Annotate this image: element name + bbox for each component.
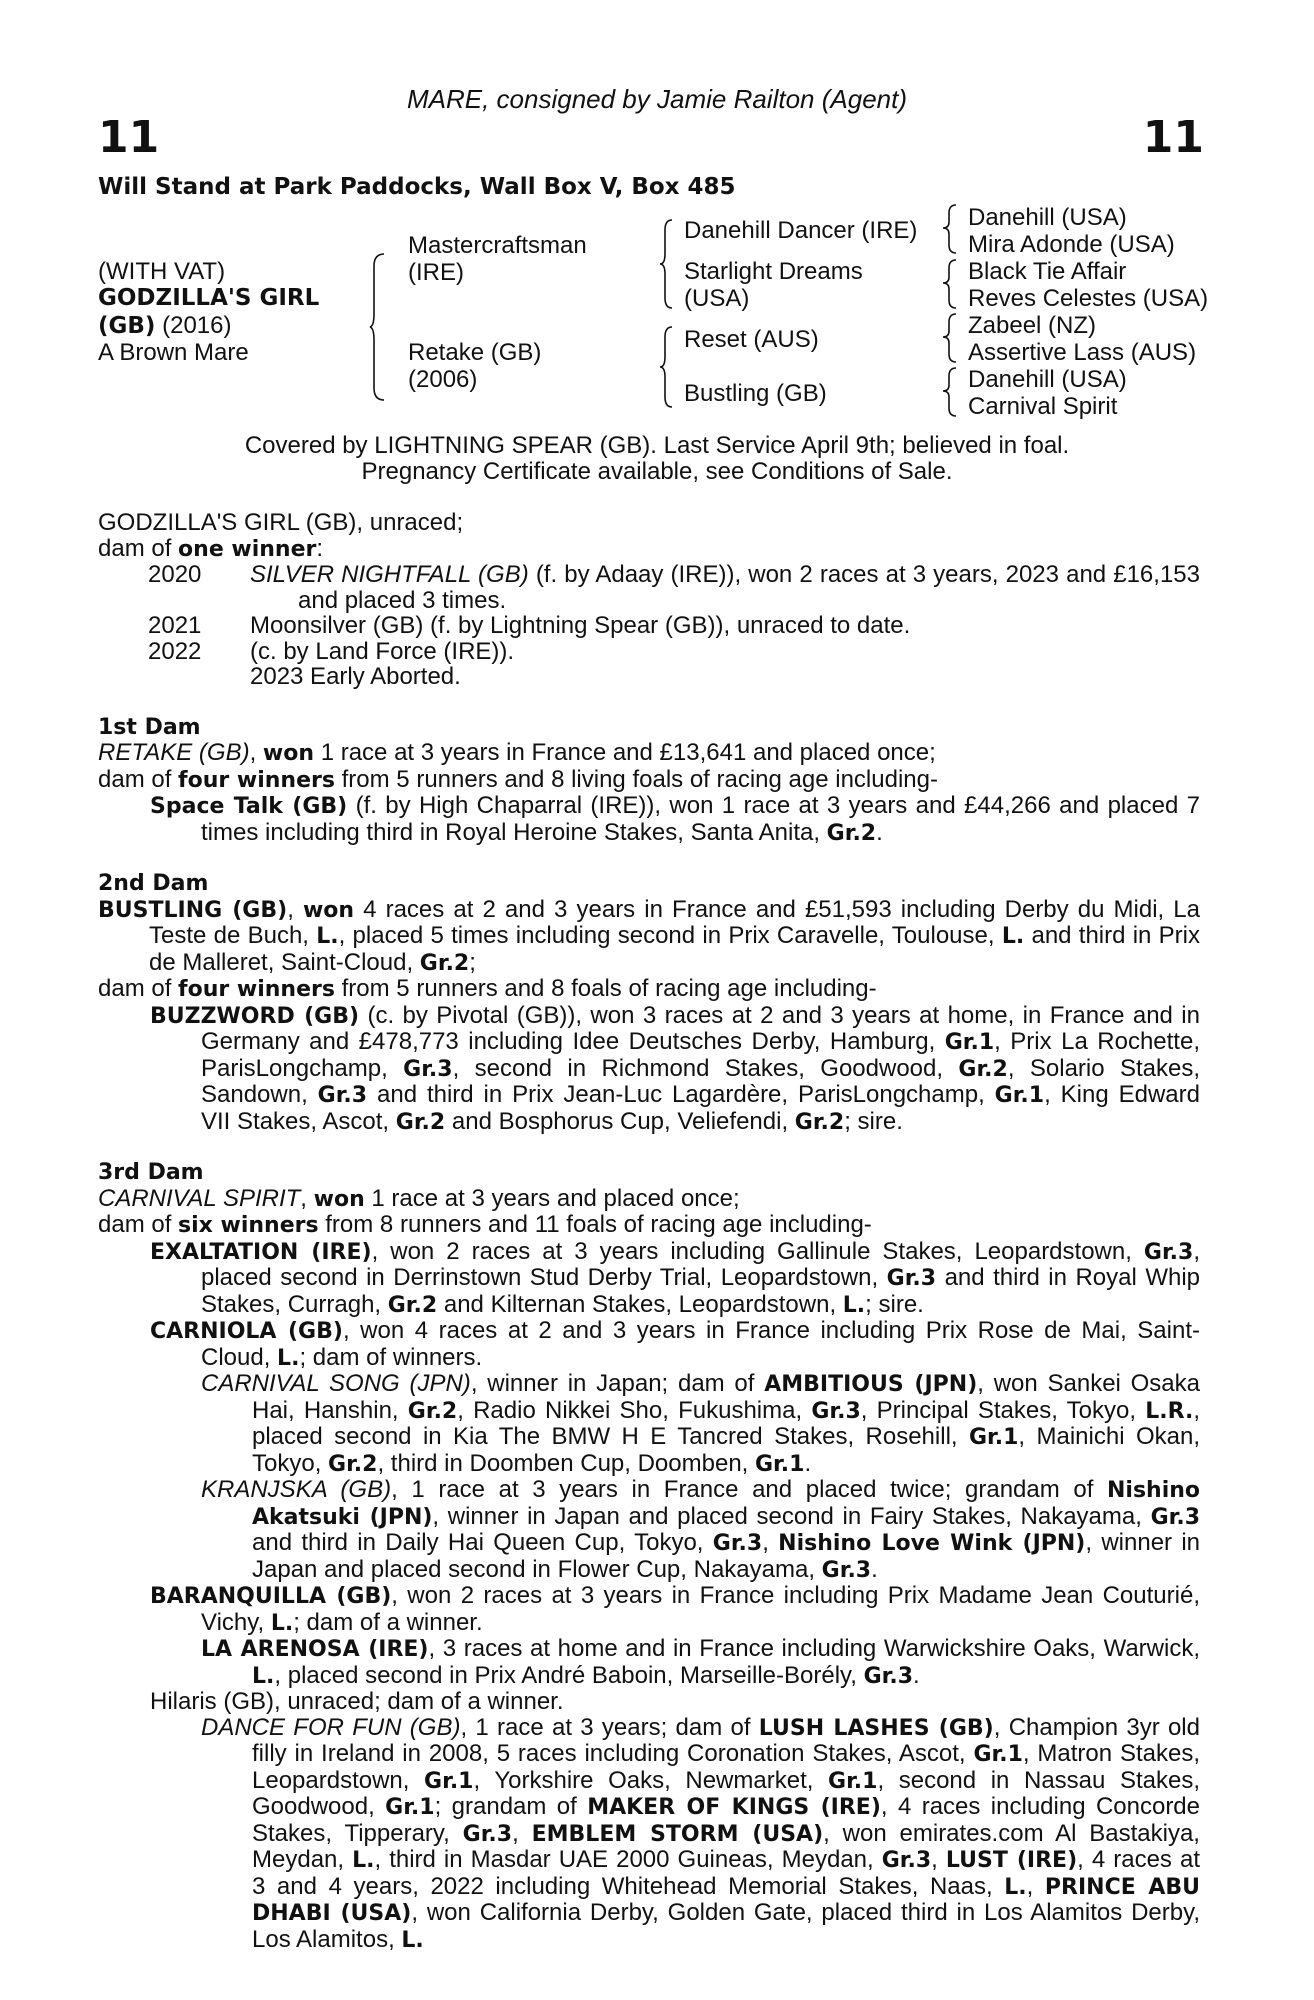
second-dam-produce: dam of four winners from 5 runners and 8 foals of racing age including- — [98, 975, 877, 1002]
g3-sire-dam-sire: Black Tie Affair — [968, 258, 1127, 285]
stand-location: Will Stand at Park Paddocks, Wall Box V, Box 485 — [98, 174, 736, 200]
lot-number-right: 11 — [1142, 112, 1204, 163]
dam-name: Retake (GB) — [408, 339, 542, 366]
first-dam-line: RETAKE (GB), won 1 race at 3 years in France and £13,641 and placed once; — [98, 739, 936, 766]
second-dam-heading: 2nd Dam — [98, 871, 209, 896]
pregnancy-line: Pregnancy Certificate available, see Conditions of Sale. — [361, 458, 953, 485]
progeny-hilaris: Hilaris (GB), unraced; dam of a winner. — [150, 1688, 564, 1715]
third-dam-produce: dam of six winners from 8 runners and 11 foals of racing age including- — [98, 1211, 872, 1238]
produce-intro: GODZILLA'S GIRL (GB), unraced; — [98, 509, 464, 536]
progeny-kranjska: KRANJSKA (GB), 1 race at 3 years in France and placed twice; grandam of Nishino Akatsuki (JPN), winner in Japan and placed second in Fairy Stakes, Nakayama, Gr.3 and third in Daily Hai Queen Cup, Tokyo, Gr.3, Nishino Love Wink (JPN), winner in Japan and placed second in Flower Cup, Nakayama, Gr.3. — [201, 1476, 1201, 1583]
horse-name-suffix: (GB) (2016) — [98, 312, 232, 339]
produce-row-2022: 2022 (c. by Land Force (IRE)). 2023 Early Aborted. — [98, 639, 1200, 690]
progeny-carnival-song: CARNIVAL SONG (JPN), winner in Japan; dam of AMBITIOUS (JPN), won Sankei Osaka Hai, Hanshin, Gr.2, Radio Nikkei Sho, Fukushima, Gr.3, Principal Stakes, Tokyo, L.R., placed second in Kia The BMW H E Tancred Stakes, Rosehill, Gr.1, Mainichi Okan, Tokyo, Gr.2, third in Doomben Cup, Doomben, Gr.1. — [201, 1370, 1200, 1477]
covering-line: Covered by LIGHTNING SPEAR (GB). Last Service April 9th; believed in foal. — [244, 432, 1070, 459]
sire-name: Mastercraftsman — [408, 232, 587, 259]
sire-sire: Danehill Dancer (IRE) — [684, 217, 918, 244]
main-bracket — [370, 252, 390, 402]
sire-dam-country: (USA) — [684, 285, 750, 312]
g3-dam-sire-dam: Assertive Lass (AUS) — [968, 339, 1197, 366]
g3-bracket-4 — [943, 366, 961, 420]
horse-description: A Brown Mare — [98, 339, 249, 366]
dam-dam: Bustling (GB) — [684, 380, 827, 407]
consignment-heading: MARE, consigned by Jamie Railton (Agent) — [406, 84, 907, 114]
dam-bracket — [660, 325, 678, 409]
produce-row-2020: 2020 SILVER NIGHTFALL (GB) (f. by Adaay (IRE)), won 2 races at 3 years, 2023 and £16,153 and placed 3 times. — [148, 561, 1200, 614]
first-dam-progeny: Space Talk (GB) (f. by High Chaparral (IRE)), won 1 race at 3 years and £44,266 and placed 7 times including third in Royal Heroine Stakes, Santa Anita, Gr.2. — [150, 792, 1200, 846]
produce-row-2021: 2021 Moonsilver (GB) (f. by Lightning Spear (GB)), unraced to date. — [148, 612, 911, 639]
first-dam-produce: dam of four winners from 5 runners and 8 living foals of racing age including- — [98, 765, 938, 793]
horse-name: GODZILLA'S GIRL — [98, 285, 320, 311]
produce-dam-of: dam of one winner: — [98, 534, 324, 562]
produce-2022-note: 2023 Early Aborted. — [250, 663, 461, 690]
progeny-dance-for-fun: DANCE FOR FUN (GB), 1 race at 3 years; dam of LUSH LASHES (GB), Champion 3yr old filly in Ireland in 2008, 5 races including Coronation Stakes, Ascot, Gr.1, Matron Stakes, Leopardstown, Gr.1, Yorkshire Oaks, Newmarket, Gr.1, second in Nassau Stakes, Goodwood, Gr.1; grandam of MAKER OF KINGS (IRE), 4 races including Concorde Stakes, Tipperary, Gr.3, EMBLEM STORM (USA), won emirates.com Al Bastakiya, Meydan, L., third in Masdar UAE 2000 Guineas, Meydan, Gr.3, LUST (IRE), 4 races at 3 and 4 years, 2022 including Whitehead Memorial Stakes, Naas, L., PRINCE ABU DHABI (USA), won California Derby, Golden Gate, placed third in Los Alamitos Derby, Los Alamitos, L. — [201, 1713, 1201, 1953]
sire-country: (IRE) — [408, 259, 464, 286]
g3-sire-dam-dam: Reves Celestes (USA) — [968, 285, 1209, 312]
g3-bracket-1 — [943, 203, 961, 257]
progeny-baranquilla: BARANQUILLA (GB), won 2 races at 3 years in France including Prix Madame Jean Couturié, Vichy, L.; dam of a winner. — [150, 1582, 1200, 1636]
sire-dam: Starlight Dreams — [684, 258, 863, 285]
g3-bracket-3 — [943, 312, 961, 366]
vat-note: (WITH VAT) — [98, 258, 226, 285]
g3-sire-sire-dam: Mira Adonde (USA) — [968, 231, 1175, 258]
g3-sire-sire-sire: Danehill (USA) — [968, 204, 1127, 231]
dam-sire: Reset (AUS) — [684, 326, 819, 353]
third-dam-record: CARNIVAL SPIRIT, won 1 race at 3 years and placed once; — [98, 1184, 740, 1212]
lot-number-left: 11 — [98, 112, 160, 163]
first-dam-heading: 1st Dam — [98, 714, 201, 740]
catalogue-body — [98, 510, 1200, 1953]
progeny-carniola: CARNIOLA (GB), won 4 races at 2 and 3 years in France including Prix Rose de Mai, Saint-Cloud, L.; dam of winners. — [150, 1317, 1200, 1371]
progeny-la-arenosa: LA ARENOSA (IRE), 3 races at home and in France including Warwickshire Oaks, Warwick, L., placed second in Prix André Baboin, Marseille-Borély, Gr.3. — [201, 1635, 1201, 1689]
dam-year: (2006) — [408, 366, 478, 393]
second-dam-record: BUSTLING (GB), won 4 races at 2 and 3 years in France and £51,593 including Derby du Midi, La Teste de Buch, L., placed 5 times including second in Prix Caravelle, Toulouse, L. and third in Prix de Malleret, Saint-Cloud, Gr.2; — [98, 895, 1200, 976]
g3-bracket-2 — [943, 258, 961, 312]
covering-info — [0, 433, 1314, 485]
sire-bracket — [660, 218, 678, 310]
g3-dam-sire-sire: Zabeel (NZ) — [968, 312, 1097, 339]
g3-dam-dam-dam: Carnival Spirit — [968, 393, 1118, 420]
third-dam-heading: 3rd Dam — [98, 1160, 204, 1185]
progeny-exaltation: EXALTATION (IRE), won 2 races at 3 years including Gallinule Stakes, Leopardstown, Gr.3, placed second in Derrinstown Stud Derby Trial, Leopardstown, Gr.3 and third in Royal Whip Stakes, Curragh, Gr.2 and Kilternan Stakes, Leopardstown, L.; sire. — [150, 1237, 1201, 1318]
second-dam-progeny-buzzword: BUZZWORD (GB) (c. by Pivotal (GB)), won 3 races at 2 and 3 years at home, in France and in Germany and £478,773 including Idee Deutsches Derby, Hamburg, Gr.1, Prix La Rochette, ParisLongchamp, Gr.3, second in Richmond Stakes, Goodwood, Gr.2, Solario Stakes, Sandown, Gr.3 and third in Prix Jean-Luc Lagardère, ParisLongchamp, Gr.1, King Edward VII Stakes, Ascot, Gr.2 and Bosphorus Cup, Veliefendi, Gr.2; sire. — [150, 1001, 1200, 1135]
g3-dam-dam-sire: Danehill (USA) — [968, 366, 1127, 393]
